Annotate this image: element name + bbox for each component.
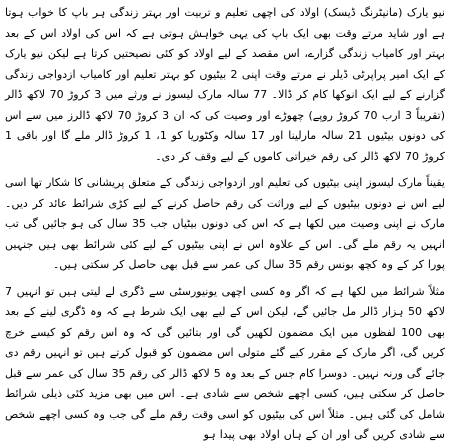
article-paragraph-conditions: یقیناً مارک لیسوز اپنی بیٹیوں کی تعلیم اور ازدواجی زندگی کے متعلق پریشانی کا شکار تھا اسی لیے اس نے دونوں بیٹیوں کے لیے وراثت کی رقم حاصل کرنے کے لیے کڑی شرائط عائد کر دیں۔ مارک نے اپنی وصیت میں لکھا ہے کہ اس کی دونوں بیٹیاں جب 35 سال کی ہو جائیں گی تب انہیں یہ رقم ملے گی۔ اس کے علاوہ اس نے اپنی بیٹیوں کے لیے کئی شرائط بھی ہیں جنہیں پورا کر کے وہ کچھ بونس رقم 35 سال کی عمر سے قبل بھی حاصل کر سکتی ہیں۔ (5, 176, 445, 271)
article-paragraph-intro: نیو یارک (مانیٹرنگ ڈیسک) اولاد کی اچھی تعلیم و تربیت اور بہتر زندگی ہر باپ کا خواب ہوتا ہے اور شاید مرتے وقت بھی ایک باپ کی یہی خواہش ہوتی ہے کہ اس کی اولاد اس کے بعد بہتر اور کامیاب زندگی گزارے، اس مقصد کے لیے اولاد کو کئی نصیحتیں کرتا ہے لیکن نیو یارک کے ایک امیر پراپرٹی ڈیلر نے مرتے وقت اپنی 2 بیٹیوں کو بہتر تعلیم اور کامیاب ازدواجی زندگی گزارنے کے لیے ایک انوکھا کام کر ڈالا۔ 77 سالہ مارک لیسوز نے ورثے میں 3 کروڑ 70 لاکھ ڈالر (تقریباً 3 ارب 70 کروڑ روپے) چھوڑے اور وصیت کی کہ ان 3 کروڑ 70 لاکھ ڈالرز میں سے اس کی دونوں بیٹیوں 21 سالہ مارلینا اور 17 سالہ وکٹوریا کو 1، 1 کروڑ ڈالر ملے گا اور باقی 1 کروڑ 70 لاکھ ڈالر کی رقم خیراتی کاموں کے لیے وقف کر دی۔ (5, 6, 446, 163)
article-paragraph-details: مثلاً شرائط میں لکھا ہے کہ اگر وہ کسی اچھی یونیورسٹی سے ڈگری لے لیتی ہیں تو انہیں 7 لاکھ 50 ہزار ڈالر مل جائیں گے، لیکن اس کے لیے بھی ایک شرط ہے کہ وہ ڈگری لینے کے بعد بھی 100 لفظوں میں ایک مضمون لکھیں گی اور بتائیں گی کہ وہ اس رقم کو کیسے خرچ کریں گی، اگر مارک کے مقرر کیے گئے متولی اس مضمون کو قبول کرتے ہیں تو انہیں رقم دی جائے گی ورنہ نہیں۔ دوسرا کام جس کے بعد وہ 5 لاکھ ڈالر کی رقم 35 سال کی عمر سے قبل حاصل کر سکتی ہیں، کسی اچھے شخص سے شادی ہے۔ اس میں بھی مزید کئی ذیلی شرائط شامل کی گئی ہیں۔ مثلاً اس کی بیٹیوں کو اسی وقت رقم ملے گی جب وہ کسی اچھے شخص سے شادی کریں گی اور ان کے ہاں اولاد بھی پیدا ہو (5, 284, 445, 441)
